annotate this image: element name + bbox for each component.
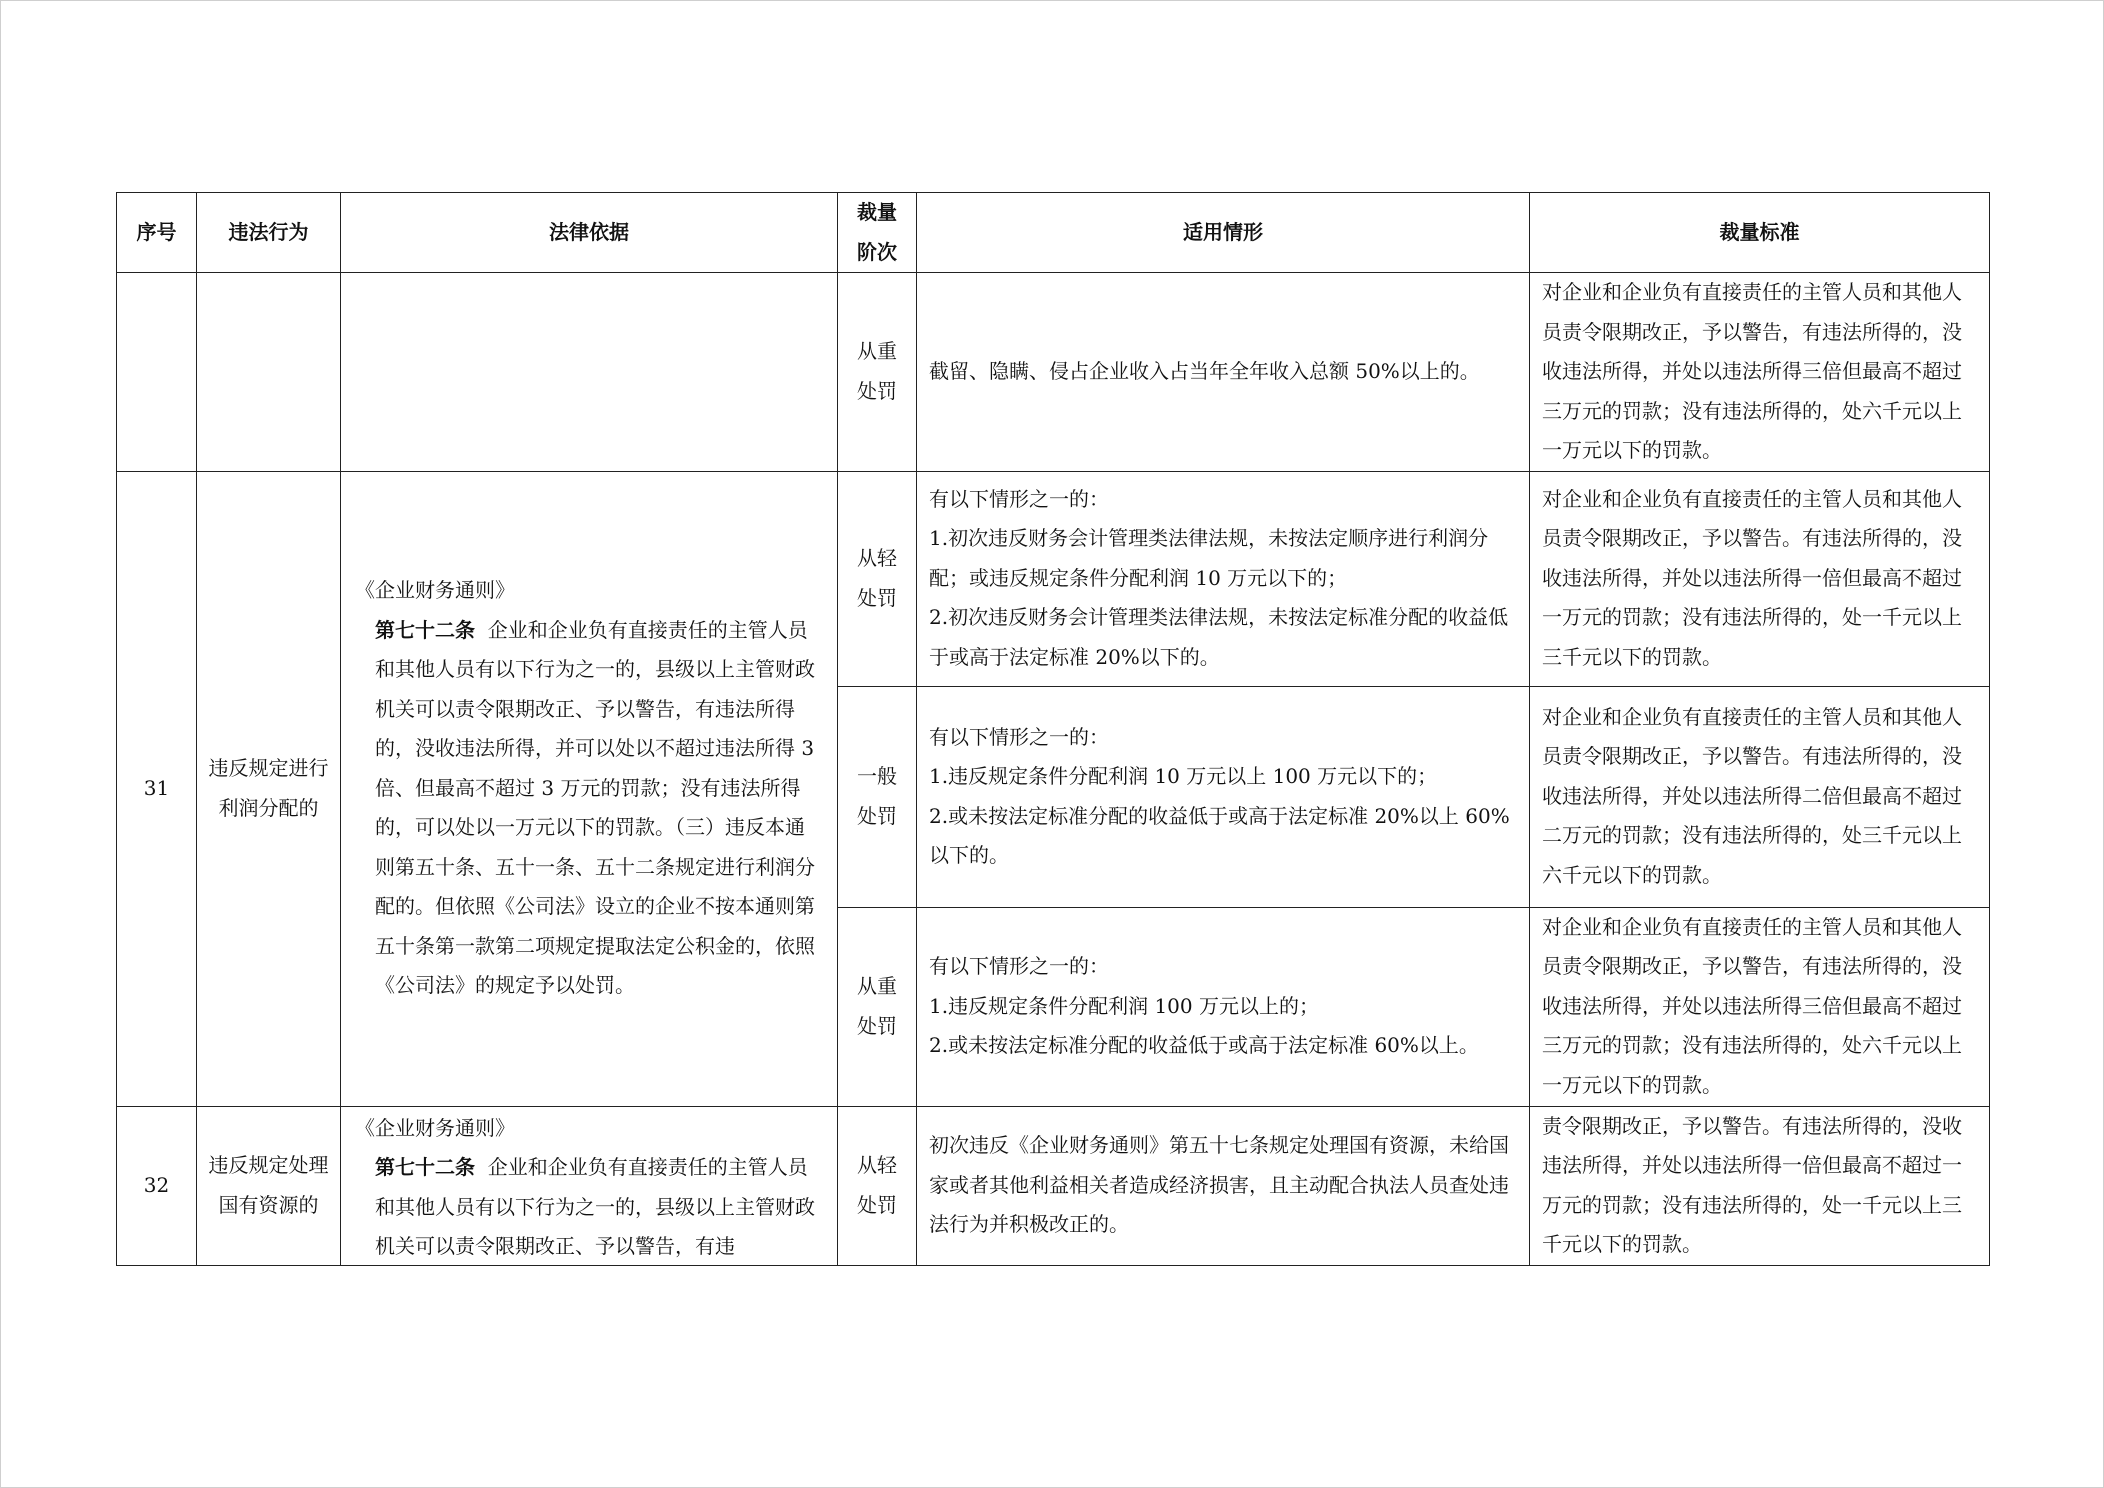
basis-clip (355, 1109, 823, 1262)
cell-level (838, 907, 917, 1106)
standard-text: 责令限期改正，予以警告。有违法所得的，没收违法所得，并处以违法所得一倍但最高不超过一万元的罚款；没有违法所得的，处一千元以上三千元以下的罚款。 (1542, 1113, 1962, 1256)
table-row (117, 471, 1990, 686)
cell-basis (341, 1106, 838, 1265)
basis-text: 企业和企业负有直接责任的主管人员和其他人员有以下行为之一的，县级以上主管财政机关可以责令限期改正、予以警告，有违 (375, 1155, 815, 1258)
cell-no: 32 (117, 1106, 197, 1265)
basis-title: 《企业财务通则》 (355, 1115, 515, 1140)
cell-act: 违反规定进行利润分配的 (197, 471, 341, 1106)
level-line1: 从轻 (857, 546, 897, 570)
standard-text: 对企业和企业负有直接责任的主管人员和其他人员责令限期改正，予以警告，有违法所得的，没收违法所得，并处以违法所得三倍但最高不超过三万元的罚款；没有违法所得的，处六千元以上一万元以下的罚款。 (1542, 280, 1962, 462)
basis-article: 第七十二条 (375, 1155, 475, 1179)
level-line1: 一般 (857, 764, 897, 788)
cell-no: 31 (117, 471, 197, 1106)
situation-intro: 有以下情形之一的： (929, 486, 1109, 511)
header-level (838, 193, 917, 273)
cell-act: 违反规定处理国有资源的 (197, 1106, 341, 1265)
level-line1: 从重 (857, 339, 897, 364)
basis-article-paragraph (355, 611, 823, 1006)
cell-standard (1530, 471, 1990, 686)
cell-situation (917, 686, 1530, 907)
table-row (117, 273, 1990, 472)
basis-article-paragraph (355, 1148, 823, 1262)
level-line2: 处罚 (857, 1192, 897, 1217)
header-act: 违法行为 (197, 193, 341, 273)
situation-text: 截留、隐瞒、侵占企业收入占当年全年收入总额 50%以上的。 (929, 359, 1480, 383)
cell-standard (1530, 686, 1990, 907)
discretion-standard-table (116, 192, 1990, 1266)
situation-item-2: 2.或未按法定标准分配的收益低于或高于法定标准 60%以上。 (929, 1033, 1479, 1058)
cell-standard (1530, 273, 1990, 472)
situation-intro: 有以下情形之一的： (929, 724, 1109, 749)
cell-no-empty (117, 273, 197, 472)
standard-text: 对企业和企业负有直接责任的主管人员和其他人员责令限期改正，予以警告。有违法所得的，没收违法所得，并处以违法所得二倍但最高不超过二万元的罚款；没有违法所得的，处三千元以上六千元以下的罚款。 (1542, 704, 1962, 887)
basis-text: 企业和企业负有直接责任的主管人员和其他人员有以下行为之一的，县级以上主管财政机关可以责令限期改正、予以警告，有违法所得的，没收违法所得，并可以处以不超过违法所得 3 倍、但最高不超过 3 万元的罚款；没有违法所得的，可以处以一万元以下的罚款。（三）违反本通则第五十条、五十一条、五十二条规定进行利润分配的。但依照《公司法》设立的企业不按本通则第五十条第一款第二项规定提取法定公积金的，依照《公司法》的规定予以处罚。 (375, 617, 815, 998)
cell-standard (1530, 1106, 1990, 1265)
cell-basis (341, 471, 838, 1106)
header-situation: 适用情形 (917, 193, 1530, 273)
level-line2: 处罚 (857, 1013, 897, 1038)
level-line1: 从重 (857, 974, 897, 998)
standard-text: 对企业和企业负有直接责任的主管人员和其他人员责令限期改正，予以警告，有违法所得的，没收违法所得，并处以违法所得三倍但最高不超过三万元的罚款；没有违法所得的，处六千元以上一万元以下的罚款。 (1542, 914, 1962, 1097)
header-level-line2: 阶次 (857, 239, 897, 264)
header-standard: 裁量标准 (1530, 193, 1990, 273)
level-line2: 处罚 (857, 803, 897, 828)
cell-level (838, 273, 917, 472)
situation-text: 初次违反《企业财务通则》第五十七条规定处理国有资源，未给国家或者其他利益相关者造成经济损害，且主动配合执法人员查处违法行为并积极改正的。 (929, 1133, 1509, 1237)
header-level-line1: 裁量 (857, 200, 897, 224)
cell-level (838, 1106, 917, 1265)
cell-basis-empty (341, 273, 838, 472)
standard-text: 对企业和企业负有直接责任的主管人员和其他人员责令限期改正，予以警告。有违法所得的，没收违法所得，并处以违法所得一倍但最高不超过一万元的罚款；没有违法所得的，处一千元以上三千元以下的罚款。 (1542, 486, 1962, 669)
basis-article: 第七十二条 (375, 617, 475, 642)
situation-item-2: 2.初次违反财务会计管理类法律法规，未按法定标准分配的收益低于或高于法定标准 20%以下的。 (929, 605, 1509, 669)
level-line2: 处罚 (857, 585, 897, 610)
level-line1: 从轻 (857, 1153, 897, 1177)
cell-situation (917, 907, 1530, 1106)
cell-standard (1530, 907, 1990, 1106)
cell-situation (917, 1106, 1530, 1265)
situation-item-1: 1.违反规定条件分配利润 10 万元以上 100 万元以下的； (929, 764, 1438, 788)
header-no: 序号 (117, 193, 197, 273)
situation-item-1: 1.违反规定条件分配利润 100 万元以上的； (929, 993, 1319, 1018)
header-basis: 法律依据 (341, 193, 838, 273)
header-row (117, 193, 1990, 273)
level-line2: 处罚 (857, 378, 897, 403)
cell-situation (917, 273, 1530, 472)
situation-item-2: 2.或未按法定标准分配的收益低于或高于法定标准 20%以上 60%以下的。 (929, 803, 1510, 867)
cell-level (838, 686, 917, 907)
cell-situation (917, 471, 1530, 686)
cell-act-empty (197, 273, 341, 472)
basis-title: 《企业财务通则》 (355, 578, 515, 603)
cell-level (838, 471, 917, 686)
situation-intro: 有以下情形之一的： (929, 954, 1109, 979)
table-row (117, 1106, 1990, 1265)
situation-item-1: 1.初次违反财务会计管理类法律法规，未按法定顺序进行利润分配；或违反规定条件分配利润 10 万元以下的； (929, 526, 1489, 590)
